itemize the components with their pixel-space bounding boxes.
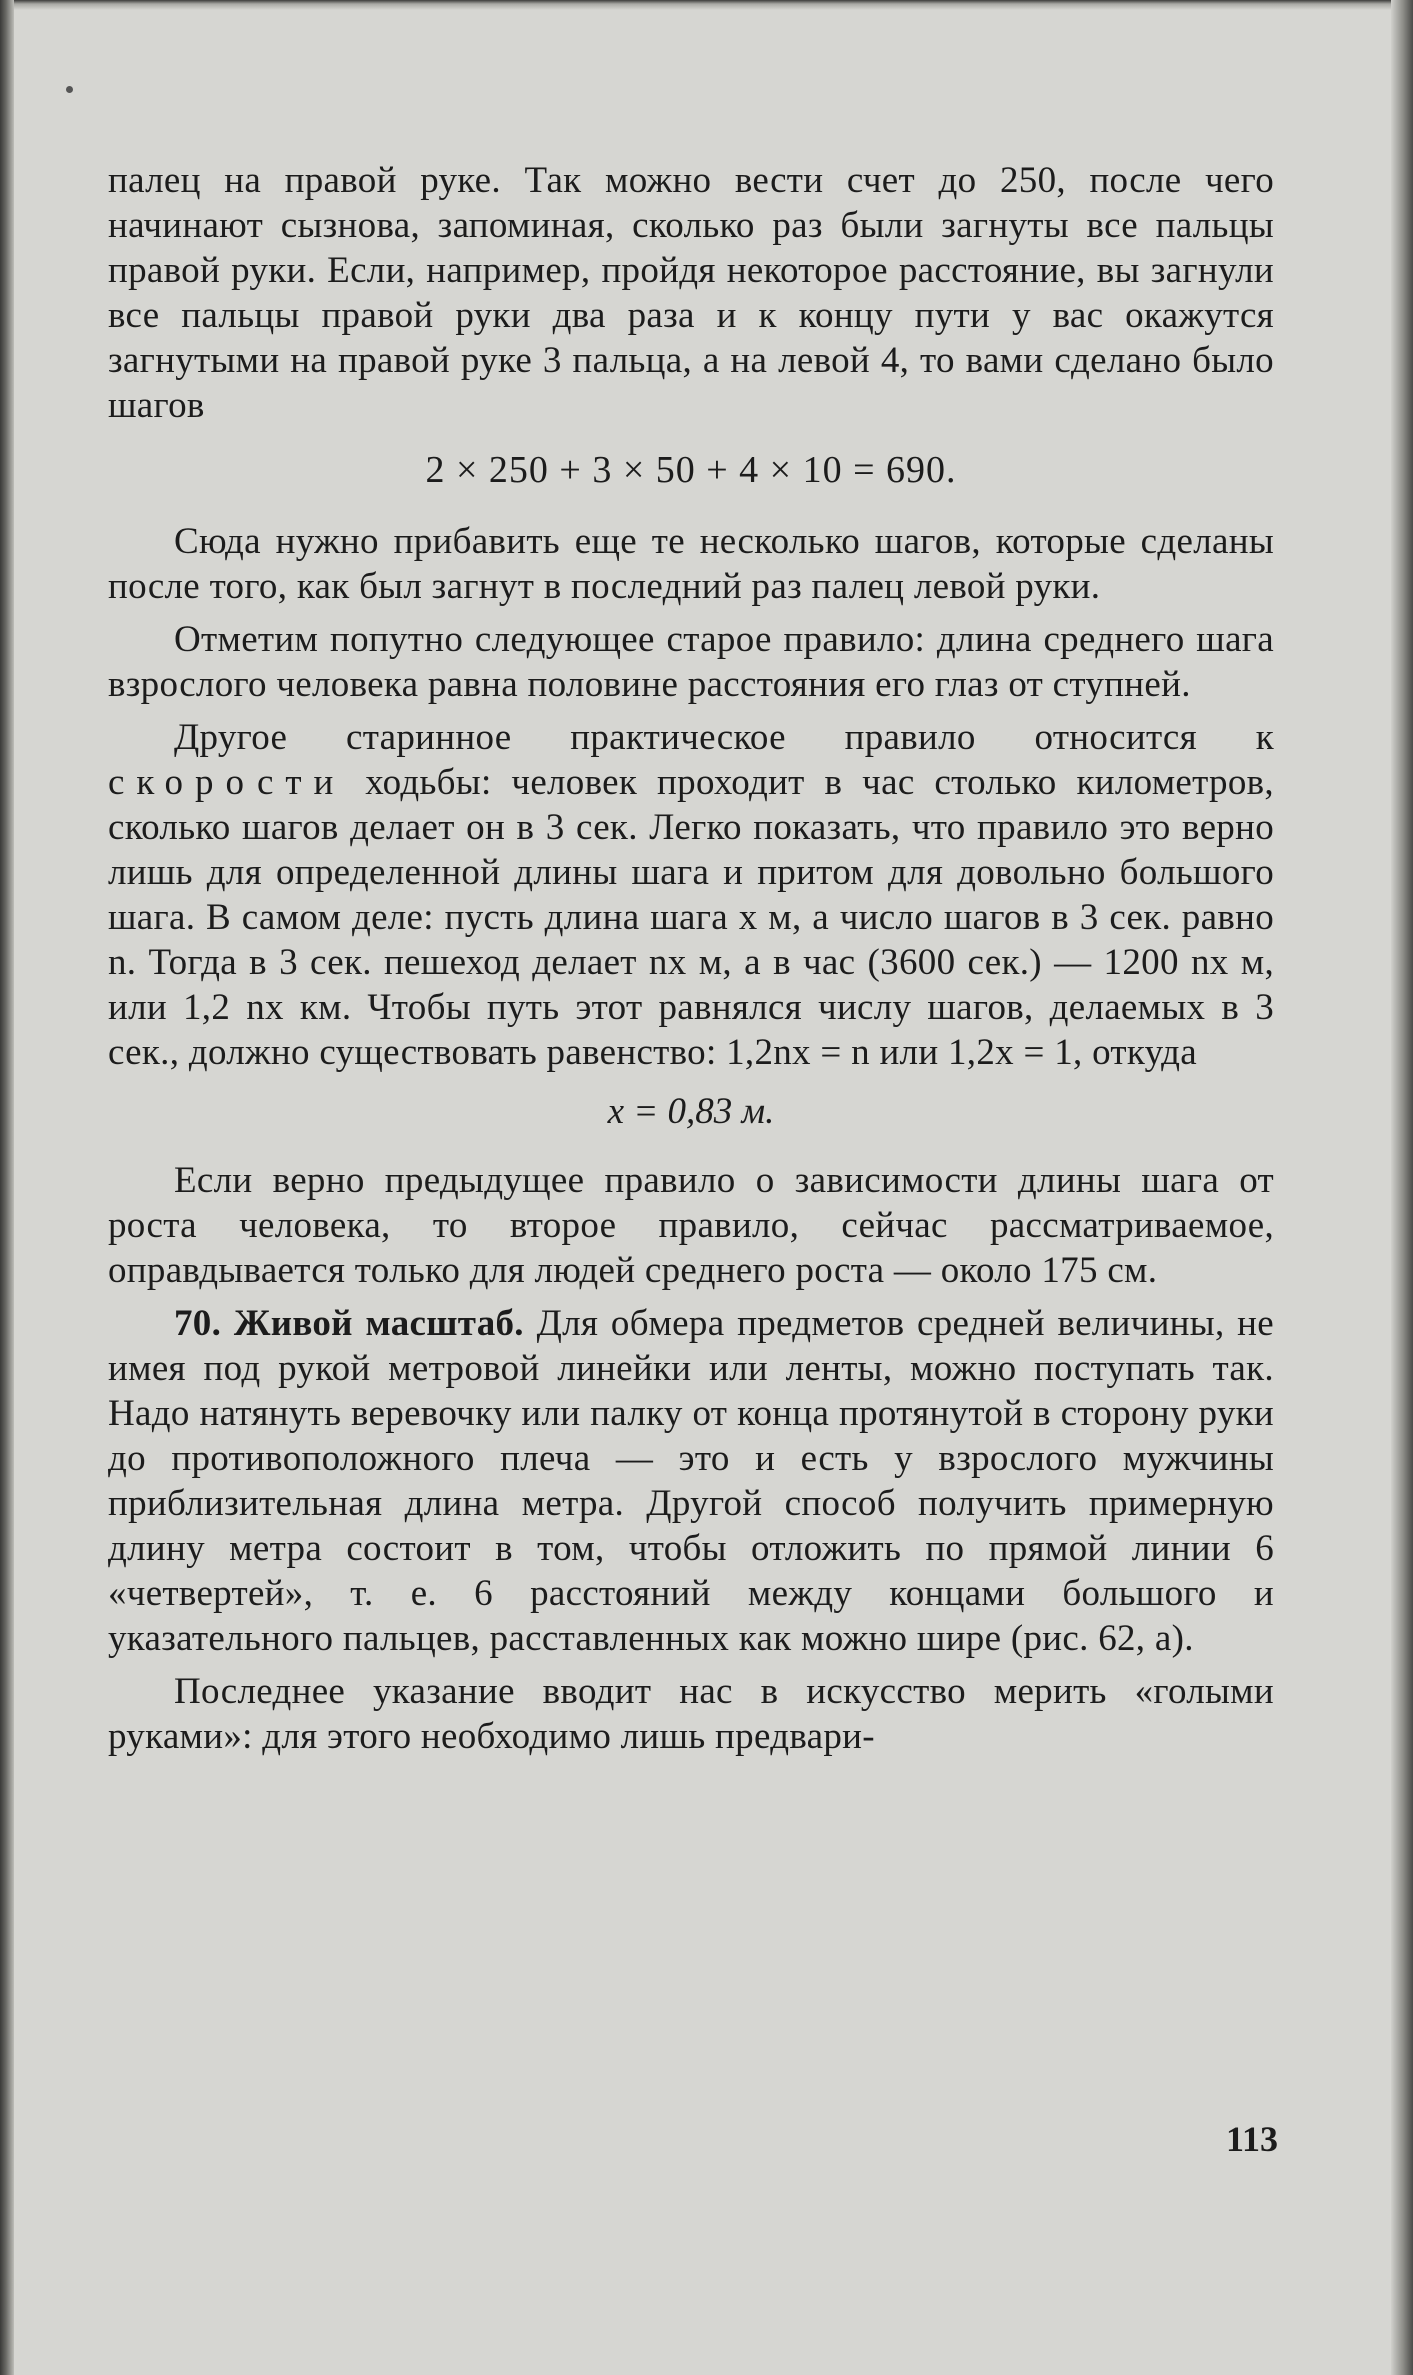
paragraph-average-height: Если верно предыдущее правило о зависимости длины шага от роста человека, то второе правило, сейчас рассматриваемое, оправдывается только для людей среднего роста — около 175 см. <box>108 1160 1274 1291</box>
page-edge-shadow-right <box>1391 0 1413 2375</box>
paragraph-bare-hands-measure: Последнее указание вводит нас в искусство мерить «голыми руками»: для этого необходимо лишь предвари- <box>108 1671 1274 1757</box>
formula-step-count: 2 × 250 + 3 × 50 + 4 × 10 = 690. <box>425 449 957 491</box>
walking-speed-text-start: Другое старинное практическое правило относится к <box>174 717 1274 758</box>
body-text <box>108 158 1274 1759</box>
section-heading-living-scale: 70. Живой масштаб. <box>174 1303 524 1344</box>
paragraph-continuation: палец на правой руке. Так можно вести счет до 250, после чего начинают сызнова, запоминая, сколько раз были загнуты все пальцы правой руки. Если, например, пройдя некоторое расстояние, вы загнули все пальцы правой руки два раза и к концу пути у вас окажутся загнутыми на правой руке 3 пальца, а на левой 4, то вами сделано было шагов <box>108 160 1274 426</box>
paragraph-walking-speed-rule <box>108 715 1274 1075</box>
page-number: 113 <box>1226 2119 1279 2159</box>
paragraph-extra-steps: Сюда нужно прибавить еще те несколько шагов, которые сделаны после того, как был загнут в последний раз палец левой руки. <box>108 521 1274 607</box>
section-living-scale <box>108 1301 1274 1661</box>
paragraph-step-length-rule: Отметим попутно следующее старое правило: длина среднего шага взрослого человека равна половине расстояния его глаз от ступней. <box>108 619 1274 705</box>
binding-shadow-left <box>0 0 14 2375</box>
print-speck <box>66 86 73 93</box>
page-top-edge <box>0 0 1413 10</box>
emphasized-word-speed: скорости <box>108 762 346 803</box>
section-body-living-scale: Для обмера предметов средней величины, не имея под рукой метровой линейки или ленты, можно поступать так. Надо натянуть веревочку или палку от конца протянутой в сторону руки до противоположного плеча — это и есть у взрослого мужчины приблизительная длина метра. Другой способ получить примерную длину метра состоит в том, чтобы отложить по прямой линии 6 «четвертей», т. е. 6 расстояний между концами большого и указательного пальцев, расставленных как можно шире (рис. 62, а). <box>108 1303 1275 1659</box>
formula-step-length-result: x = 0,83 м. <box>607 1091 775 1132</box>
walking-speed-text-end: ходьбы: человек проходит в час столько километров, сколько шагов делает он в 3 сек. Легко показать, что правило это верно лишь для определенной длины шага и притом для довольно большого шага. В самом деле: пусть длина шага x м, а число шагов в 3 сек. равно n. Тогда в 3 сек. пешеход делает nx м, а в час (3600 сек.) — 1200 nx м, или 1,2 nx км. Чтобы путь этот равнялся числу шагов, делаемых в 3 сек., должно существовать равенство: 1,2nx = n или 1,2x = 1, откуда <box>108 762 1274 1073</box>
